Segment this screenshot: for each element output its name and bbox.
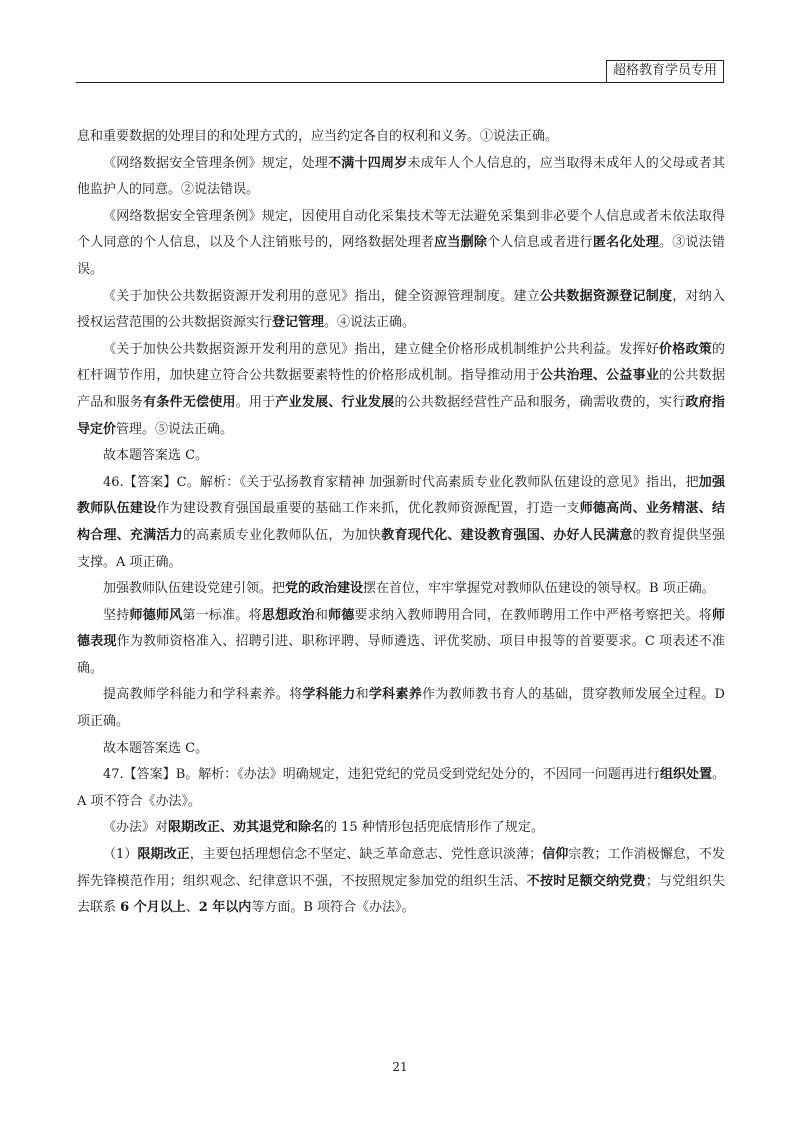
text-run: 和 [355, 687, 369, 703]
text-run: 提高教师学科能力和学科素养。将 [103, 687, 303, 703]
paragraph-p10 [77, 682, 725, 735]
text-run: 要求纳入教师聘用合同，在教师聘用工作中严格考察把关。将 [354, 607, 712, 623]
bold-text: 不按时足额交纳党费 [526, 873, 646, 889]
paragraph-p11 [77, 736, 725, 763]
text-run: 《网络数据安全管理条例》规定，处理 [103, 155, 329, 171]
text-run: 《关于加快公共数据资源开发利用的意见》指出，健全资源管理制度。建立 [103, 288, 540, 304]
bold-text: 师德高尚、业务精湛、结构合理、充满活力 [77, 501, 725, 543]
page-number: 21 [392, 1060, 408, 1074]
bold-text: 有条件无偿使用 [143, 394, 236, 410]
text-run: 作为教师资格准入、招聘引进、职称评聘、导师遴选、评优奖励、项目申报等的首要要求。C 项表述不准确。 [77, 634, 725, 676]
paragraph-p3 [77, 204, 725, 284]
bold-text: 政府指导定价 [77, 394, 725, 437]
text-run: 和 [314, 607, 329, 623]
text-run: ；与党组织失去联系 [77, 873, 725, 916]
paragraph-p9 [77, 603, 725, 683]
paragraph-p13 [77, 815, 725, 842]
paragraph-p12 [77, 762, 725, 815]
paragraph-p4 [77, 284, 725, 337]
bold-text: 应当删除 [434, 235, 488, 251]
bold-text: 师德 [328, 607, 355, 623]
text-run: 。③说法错误。 [77, 235, 725, 277]
bold-text: 学科能力 [302, 687, 356, 703]
text-run: 加强教师队伍建设党建引领。把 [103, 581, 286, 597]
bold-text: 教育现代化、建设教育强国、办好人民满意 [381, 527, 633, 543]
bold-text: 6 个月以上 [120, 900, 186, 916]
text-run: 第一标准。将 [182, 607, 262, 623]
text-run: 47.【答案】B。解析：《办法》明确规定，违犯党纪的党员受到党纪处分的，不因同一问题再进行 [103, 767, 660, 783]
bold-text: 2 年以内 [198, 900, 252, 916]
text-run: 故本题答案选 C。 [103, 740, 209, 756]
text-run: 的杠杆调节作用，加快建立符合公共数据要素特性的价格形成机制。指导推动用于 [77, 341, 725, 384]
text-run: 摆在首位，牢牢掌握党对教师队伍建设的领导权。B 项正确。 [363, 581, 715, 597]
bold-text: 党的政治建设 [285, 581, 364, 597]
bold-text: 信仰 [542, 847, 569, 863]
text-run: 。④说法正确。 [324, 315, 416, 331]
bold-text: 师德师风 [129, 607, 183, 623]
text-run: ，对纳入授权运营范围的公共数据资源实行 [77, 288, 725, 331]
text-run: 。用于 [235, 394, 276, 410]
text-run: 的高素质专业化教师队伍，为加快 [182, 527, 382, 543]
text-run: ，主要包括理想信念不坚定、缺乏革命意志、党性意识淡薄； [189, 847, 543, 863]
bold-text: 产业发展、行业发展 [275, 394, 395, 410]
bold-text: 思想政治 [261, 607, 315, 623]
text-run: 作为教师教书育人的基础，贯穿教师发展全过程。D 项正确。 [77, 687, 725, 730]
paragraph-p6 [77, 443, 725, 470]
bold-text: 师德表现 [77, 607, 725, 650]
text-run: 的公共数据经营性产品和服务，确需收费的，实行 [394, 394, 686, 410]
bold-text: 价格政策 [659, 341, 712, 357]
bold-text: 不满十四周岁 [328, 155, 408, 171]
text-run: 。A 项不符合《办法》。 [77, 767, 725, 809]
text-run: 46.【答案】C。解析：《关于弘扬教育家精神 加强新时代高素质专业化教师队伍建设的意见》指出，把 [103, 474, 699, 490]
text-run: 、 [185, 900, 199, 916]
text-run: 作为建设教育强国最重要的基础工作来抓，优化教师资源配置，打造一支 [156, 501, 580, 517]
text-run: 《办法》对 [103, 820, 169, 836]
text-run: 《网络数据安全管理条例》规定，因使用自动化采集技术等无法避免采集到非必要个人信息或者未依法取得个人同意的个人信息，以及个人注销账号的，网络数据处理者 [77, 208, 725, 251]
paragraph-p2 [77, 151, 725, 204]
text-run: 故本题答案选 C。 [103, 448, 209, 464]
bold-text: 登记管理 [272, 315, 325, 331]
bold-text: 限期改正 [137, 847, 190, 863]
paragraph-p7 [77, 470, 725, 576]
text-run: 《关于加快公共数据资源开发利用的意见》指出，建立健全价格形成机制维护公共利益。发挥好 [103, 341, 660, 357]
text-run: 宗教；工作消极懈怠，不发挥先锋模范作用；组织观念、纪律意识不强，不按照规定参加党的组织生活、 [77, 847, 725, 889]
text-run: 息和重要数据的处理目的和处理方式的，应当约定各自的权利和义务。①说法正确。 [77, 129, 559, 144]
bold-text: 学科素养 [368, 687, 423, 703]
text-run: 的教育提供坚强支撑。A 项正确。 [77, 527, 725, 570]
text-run: 管理。⑤说法正确。 [116, 421, 234, 437]
text-run: 个人信息或者进行 [487, 235, 593, 251]
bold-text: 组织处置 [659, 767, 712, 783]
paragraph-p5 [77, 337, 725, 443]
text-run: 等方面。B 项符合《办法》。 [251, 900, 415, 916]
bold-text: 公共治理、公益事业 [540, 368, 660, 384]
paragraph-p14 [77, 842, 725, 922]
text-run: 的公共数据产品和服务 [77, 368, 725, 410]
text-run: 坚持 [103, 607, 130, 623]
paragraph-p8 [77, 576, 725, 603]
header-divider [76, 82, 724, 83]
bold-text: 匿名化处理 [592, 235, 660, 251]
bold-text: 加强教师队伍建设 [77, 474, 725, 517]
text-run: （1） [103, 847, 138, 863]
document-body [77, 124, 725, 922]
bold-text: 公共数据资源登记制度 [539, 288, 673, 304]
header-badge: 超格教育学员专用 [606, 60, 724, 83]
paragraph-p1 [77, 124, 725, 151]
text-run: 未成年人个人信息的，应当取得未成年人的父母或者其他监护人的同意。②说法错误。 [77, 155, 725, 198]
bold-text: 限期改正、劝其退党和除名 [168, 820, 325, 836]
text-run: 的 15 种情形包括兜底情形作了规定。 [324, 820, 544, 836]
